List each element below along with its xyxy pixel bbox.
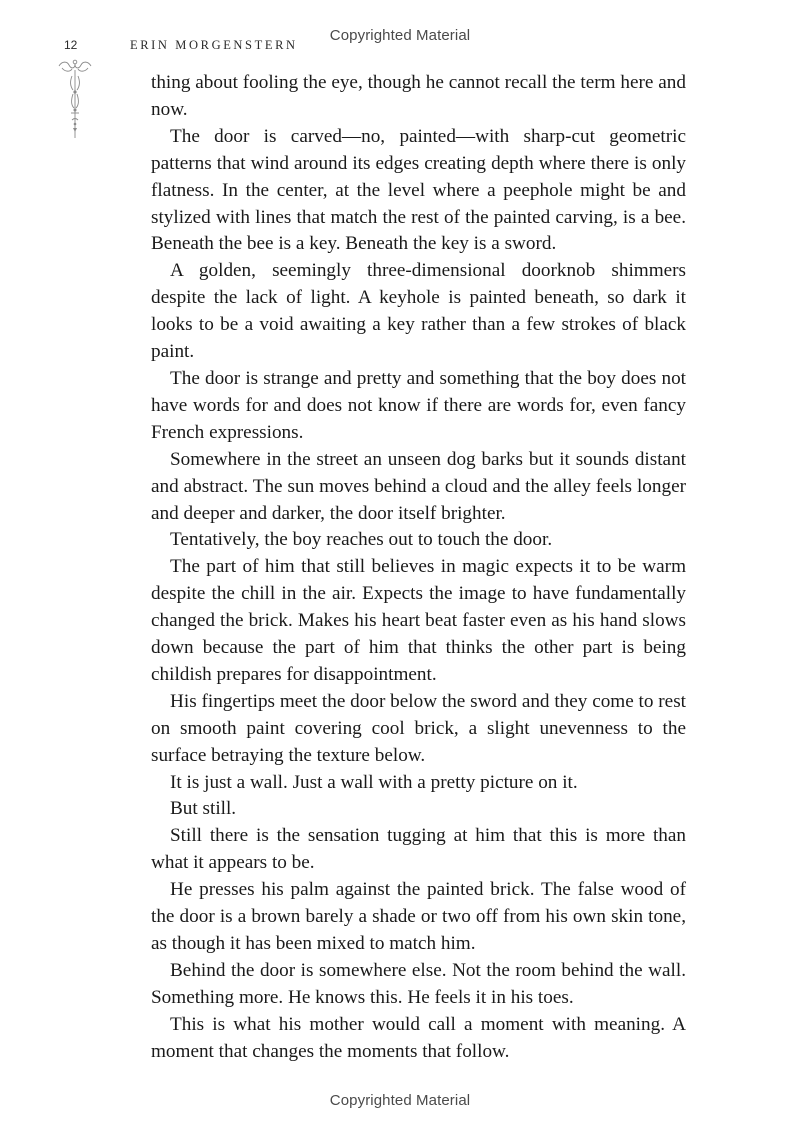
paragraph: Still there is the sensation tugging at him that this is more than what it appears to be. [151,825,686,874]
copyright-watermark-top: Copyrighted Material [329,27,471,44]
decorative-flourish-icon [56,58,94,140]
copyright-watermark-bottom: Copyrighted Material [329,1092,471,1109]
paragraph: The part of him that still believes in magic expects it to be warm despite the chill in the air. Expects the image to have fundamentally changed the brick. Makes his heart beat faster even as his hand slows down because the part of him that thinks the other part is being childish prepares for disappointment. [151,556,686,685]
paragraph: thing about fooling the eye, though he cannot recall the term here and now. [151,72,686,120]
paragraph: Behind the door is somewhere else. Not the room behind the wall. Something more. He knows this. He feels it in his toes. [151,959,686,1008]
paragraph: This is what his mother would call a moment with meaning. A moment that changes the moments that follow. [151,1013,686,1062]
author-name: ERIN MORGENSTERN [130,38,298,52]
paragraph: A golden, seemingly three-dimensional doorknob shimmers despite the lack of light. A keyhole is painted beneath, so dark it looks to be a void awaiting a key rather than a few strokes of black paint. [151,260,686,363]
paragraph: Tentatively, the boy reaches out to touch the door. [170,529,553,551]
running-head [64,38,298,53]
paragraph: But still. [170,798,237,820]
paragraph: He presses his palm against the painted brick. The false wood of the door is a brown barely a shade or two off from his own skin tone, as though it has been mixed to match him. [151,879,686,954]
page-number: 12 [64,38,78,52]
paragraph: The door is carved—no, painted—with sharp-cut geometric patterns that wind around its edges creating depth where there is only flatness. In the center, at the level where a peephole might be and stylized with lines that match the rest of the painted carving, is a bee. Beneath the bee is a key. Beneath the key is a sword. [151,125,686,255]
paragraph: It is just a wall. Just a wall with a pretty picture on it. [170,771,578,793]
body-text [151,70,686,1066]
paragraph: Somewhere in the street an unseen dog barks but it sounds distant and abstract. The sun moves behind a cloud and the alley feels longer and deeper and darker, the door itself brighter. [151,448,686,524]
paragraph: The door is strange and pretty and something that the boy does not have words for and does not know if there are words for, even fancy French expressions. [151,367,686,443]
paragraph: His fingertips meet the door below the sword and they come to rest on smooth paint covering cool brick, a slight unevenness to the surface betraying the texture below. [151,690,686,766]
